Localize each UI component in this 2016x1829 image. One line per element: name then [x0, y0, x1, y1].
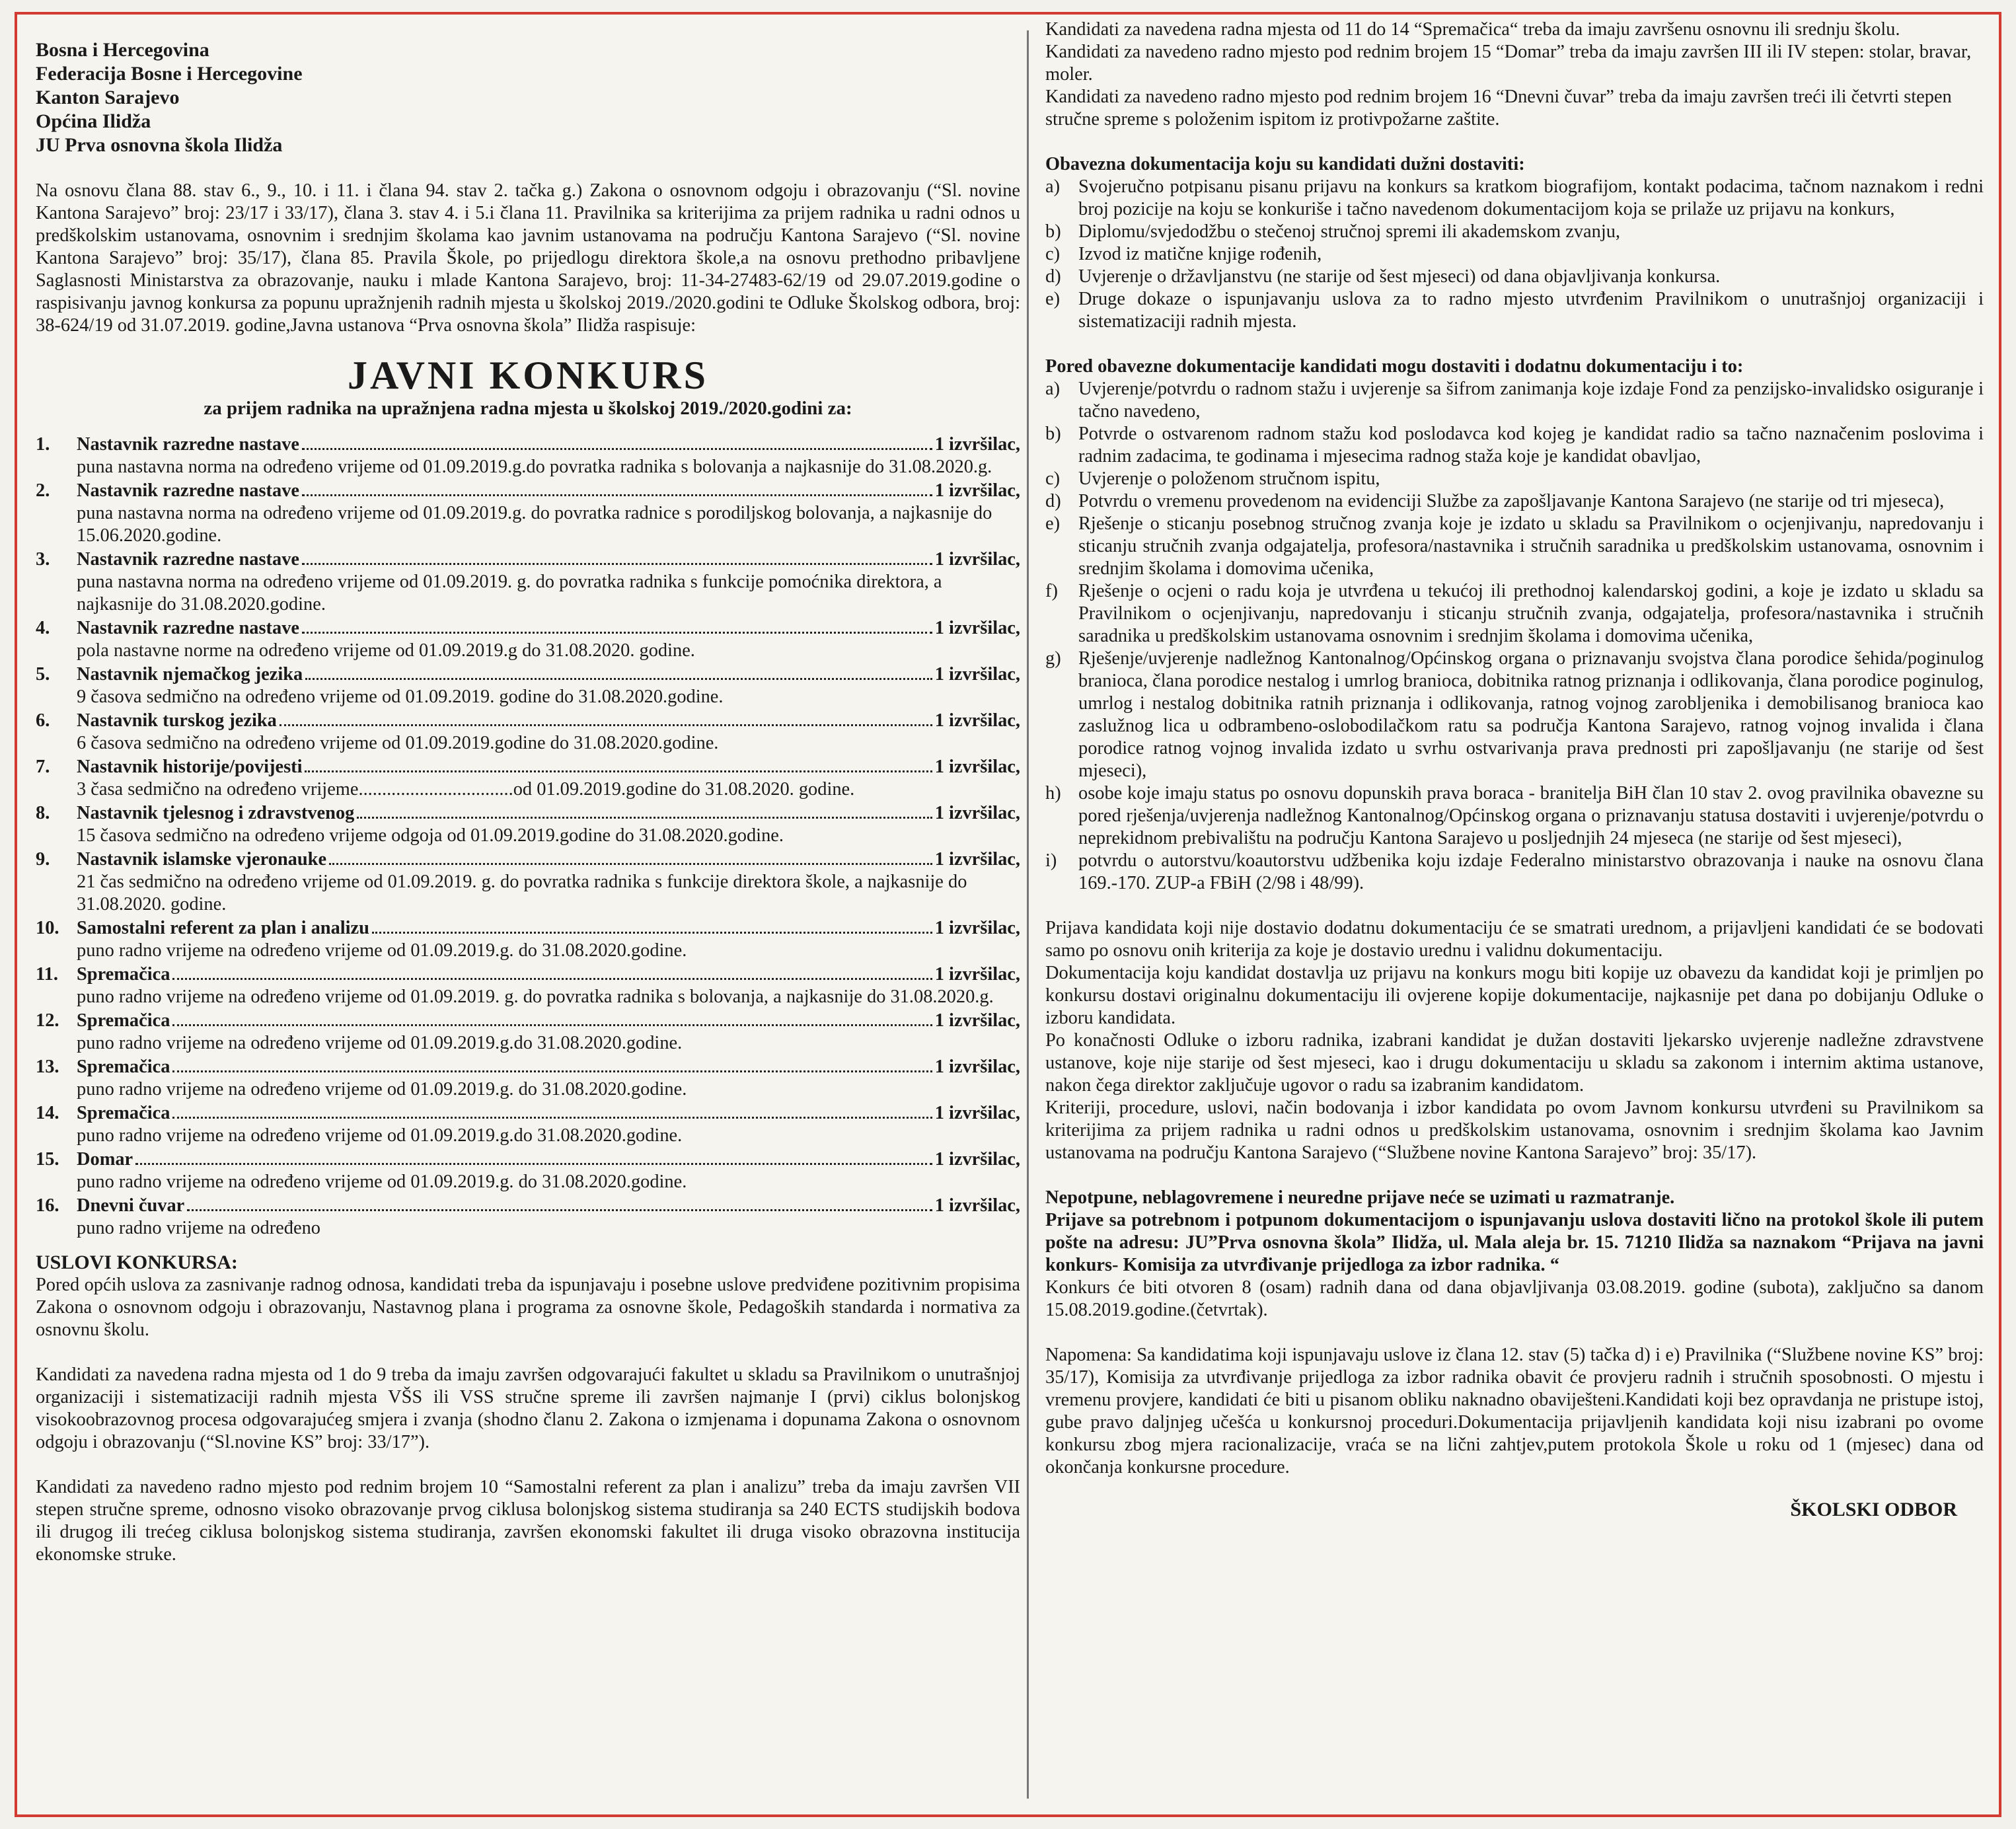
list-text: Svojeručno potpisanu pisanu prijavu na konkurs sa kratkom biografijom, kontakt podacima, tačnom naznakom i redni broj pozicije na koju se konkuriše i tačno navedenom dokumentacijom koja se prilaže uz prijavu na konkurs, [1078, 176, 1984, 219]
list-text: Rješenje o sticanju posebnog stručnog zvanja koje je izdato u skladu sa Pravilnikom o ocjenjivanju, napredovanju i sticanju stručnih zvanja odgajatelja, profesora/nastavnika i stručnih saradnika u predškolskim ustanovama, osnovnim i srednjim školama i domovima učenika, [1078, 513, 1984, 579]
list-item [1045, 176, 1984, 221]
position-title: Nastavnik tjelesnog i zdravstvenog [77, 803, 355, 823]
list-item [1045, 513, 1984, 580]
list-letter: h) [1045, 783, 1061, 803]
list-text: Potvrde o ostvarenom radnom stažu kod poslodavca kod kojeg je kandidat radio sa tačno naznačenim poslovima i radnim zadacima, te godinama i mjesecima radnog staža koje je kandidat obavljao, [1078, 424, 1984, 467]
column-divider [1027, 30, 1029, 1799]
position-description: puna nastavna norma na određeno vrijeme od 01.09.2019.g.do povratka radnika s bolovanja a najkasnije do 31.08.2020.g. [77, 457, 992, 477]
list-item [1045, 423, 1984, 468]
position-count: 1 izvršilac, [934, 803, 1020, 823]
position-item [36, 480, 1020, 547]
obavezna-list [1045, 176, 1984, 333]
position-title: Nastavnik historije/povijesti [77, 757, 303, 777]
list-text: Uvjerenje o državljanstvu (ne starije od šest mjeseci) od dana objavljivanja konkursa. [1078, 266, 1721, 287]
list-text: Diplomu/svjedodžbu o stečenoj stručnoj spremi ili akademskom zvanju, [1078, 221, 1621, 242]
position-count: 1 izvršilac, [934, 918, 1020, 938]
position-number: 10. [36, 918, 59, 938]
right-column [1045, 19, 1984, 1521]
position-number: 4. [36, 618, 50, 638]
header-line: Federacija Bosne i Hercegovine [36, 63, 303, 85]
position-item [36, 1056, 1020, 1101]
position-count: 1 izvršilac, [934, 434, 1020, 455]
list-item [1045, 221, 1984, 243]
position-item [36, 917, 1020, 962]
position-item [36, 663, 1020, 708]
requirements-paragraph: Kandidati za navedena radna mjesta od 11 do 14 “Spremačica“ treba da imaju završenu osnovnu ili srednju školu. [1045, 19, 1900, 40]
leader-dots [172, 1010, 932, 1026]
closing-paragraph: Kriteriji, procedure, uslovi, način bodovanja i izbor kandidata po ovom Javnom konkursu utvrđeni su Pravilnikom sa kriterijima za prijem radnika u radni odnos u predškolskim ustanovama, osnovnim i srednjim školama kao Javnim ustanovama na području Kantona Sarajevo (“Službene novine Kantona Sarajevo” broj: 35/17). [1045, 1098, 1984, 1163]
position-item [36, 1148, 1020, 1193]
position-title: Nastavnik islamske vjeronauke [77, 849, 327, 870]
list-text: Rješenje/uvjerenje nadležnog Kantonalnog/Općinskog organa o priznavanju svojstva člana porodice šehida/poginulog branioca, člana porodice nestalog i umrlog branioca, dobitnika ratnog priznanja i odlikovanja, člana porodice poginulog, umrlog i nestalog dobitnika ratnih priznanja i odlikovanja, ratnog vojnog zarobljenika i demobilisanog branioca kao zaslužnog lica u odbrambeno-oslobodilačkom ratu sa područja Kantona Sarajevo, ratnog vojnog invalida i člana porodice ratnog vojnog invalida izdato u svrhu ostvarivanja prava prednosti pri zapošljavanju (ne starije od šest mjeseci), [1078, 648, 1984, 781]
position-description: puno radno vrijeme na određeno vrijeme od 01.09.2019.g. do 31.08.2020.godine. [77, 1172, 687, 1192]
position-description: 6 časova sedmično na određeno vrijeme od 01.09.2019.godine do 31.08.2020.godine. [77, 733, 719, 753]
position-title: Domar [77, 1149, 133, 1170]
position-count: 1 izvršilac, [934, 1057, 1020, 1077]
document-title: JAVNI KONKURS [348, 354, 708, 397]
position-description: pola nastavne norme na određeno vrijeme od 01.09.2019.g do 31.08.2020. godine. [77, 640, 695, 661]
position-item [36, 710, 1020, 755]
position-item [36, 1195, 1020, 1240]
submission-instructions: Prijave sa potrebnom i potpunom dokumentacijom o ispunjavanju uslova dostaviti lično na protokol škole ili putem pošte na adresu: JU”Prva osnovna škola” Ilidža, ul. Mala aleja br. 15. 71210 Ilidža sa naznakom “Prijava na javni konkurs- Komisija za utvrđivanje prijedloga za izbor radnika. “ [1045, 1210, 1984, 1275]
position-description: 9 časova sedmično na određeno vrijeme od 01.09.2019. godine do 31.08.2020.godine. [77, 687, 724, 707]
list-text: osobe koje imaju status po osnovu dopunskih prava boraca - branitelja BiH član 10 stav 2. ovog pravilnika obavezne su pored rješenja/uvjerenja nadležnog Kantonalnog/Općinskog organa o priznavanju statusa dostaviti i uvjerenje/potvrdu o neprekidnom prebivalištu na području Kantona Sarajevo u posljednjih 24 mjeseca (ne starije od šest mjeseci), [1078, 783, 1984, 848]
header-line: JU Prva osnovna škola Ilidža [36, 134, 283, 156]
list-text: Uvjerenje/potvrdu o radnom stažu i uvjerenje sa šifrom zanimanja koje izdaje Fond za penzijsko-invalidsko osiguranje i tačno navedeno, [1078, 379, 1984, 422]
leader-dots [305, 756, 932, 772]
position-number: 15. [36, 1149, 59, 1170]
position-description: puno radno vrijeme na određeno vrijeme od 01.09.2019.g. do 31.08.2020.godine. [77, 1079, 687, 1100]
list-text: Druge dokaze o ispunjavanju uslova za to radno mjesto utvrđenim Pravilnikom o unutrašnjoj organizaciji i sistematizaciji radnih mjesta. [1078, 289, 1984, 332]
position-count: 1 izvršilac, [934, 618, 1020, 638]
uslovi-heading: USLOVI KONKURSA: [36, 1251, 238, 1273]
dodatna-heading: Pored obavezne dokumentacije kandidati mogu dostaviti i dodatnu dokumentaciju i to: [1045, 356, 1744, 377]
position-description: puno radno vrijeme na određeno [77, 1218, 320, 1238]
konkurs-page [15, 12, 2001, 1817]
position-title: Samostalni referent za plan i analizu [77, 918, 369, 938]
position-description: 3 časa sedmično na određeno vrijeme.................................od 01.09.2019.godine do 31.08.2020. godine. [77, 779, 855, 800]
position-description: puna nastavna norma na određeno vrijeme od 01.09.2019. g. do povratka radnika s funkcije pomoćnika direktora, a najkasnije do 31.08.2020.godine. [77, 572, 942, 615]
position-count: 1 izvršilac, [934, 757, 1020, 777]
position-description: puno radno vrijeme na određeno vrijeme od 01.09.2019. g. do povratka radnika s bolovanja, a najkasnije do 31.08.2020.g. [77, 987, 994, 1007]
list-item [1045, 266, 1984, 288]
leader-dots [172, 1056, 932, 1072]
list-text: Potvrdu o vremenu provedenom na evidenciji Službe za zapošljavanje Kantona Sarajevo (ne starije od tri mjeseca), [1078, 491, 1945, 511]
position-item [36, 963, 1020, 1008]
position-description: puna nastavna norma na određeno vrijeme od 01.09.2019.g. do povratka radnice s porodiljskog bolovanja, a najkasnije do 15.06.2020.godine. [77, 503, 992, 546]
position-description: 15 časova sedmično na određeno vrijeme odgoja od 01.09.2019.godine do 31.08.2020.godine. [77, 825, 784, 846]
position-title: Dnevni čuvar [77, 1195, 185, 1216]
deadline-text: Konkurs će biti otvoren 8 (osam) radnih dana od dana objavljivanja 03.08.2019. godine (subota), zaključno sa danom 15.08.2019.godine.(četvrtak). [1045, 1277, 1984, 1320]
position-number: 12. [36, 1010, 59, 1031]
requirements-paragraph: Kandidati za navedeno radno mjesto pod rednim brojem 15 “Domar” treba da imaju završen III ili IV stepen: stolar, bravar, moler. [1045, 42, 1972, 85]
napomena-paragraph: Napomena: Sa kandidatima koji ispunjavaju uslove iz člana 12. stav (5) tačka d) i e) Pravilnika (“Službene novine KS” broj: 35/17), Komisija za utvrđivanje prijedloga za izbor radnika obavit će provjeru radnih i stručnih sposobnosti. O mjestu i vremenu provjere, kandidati će biti u pisanom obliku naknadno obaviješteni.Kandidati koji bez opravdanja ne pristupe istoj, gube pravo daljnjeg učešća u konkursnoj proceduri.Dokumentacija prijavljenih kandidata koji nisu izabrani po ovome konkursu zbog mjera racionalizacije, vraća se na lični zahtjev,putem protokola Škole u roku od 1 (mjesec) dana od okončanja konkursne procedure. [1045, 1345, 1984, 1477]
left-column [36, 38, 1020, 1566]
list-item [1045, 580, 1984, 648]
list-letter: g) [1045, 648, 1061, 669]
position-count: 1 izvršilac, [934, 1103, 1020, 1123]
list-letter: e) [1045, 513, 1061, 534]
leader-dots [305, 663, 932, 680]
position-description: 21 čas sedmično na određeno vrijeme od 01.09.2019. g. do povratka radnika s funkcije direktora škole, a najkasnije do 31.08.2020. godine. [77, 872, 967, 914]
list-letter: c) [1045, 468, 1061, 489]
closing-paragraph: Dokumentacija koju kandidat dostavlja uz prijavu na konkurs mogu biti kopije uz obavezu da kandidat koji je primljen po konkursu dostavi originalnu dokumentaciju ili ovjerene kopije dokumentacije, najkasnije pet dana po dobijanju Odluke o izboru kandidata. [1045, 963, 1984, 1028]
list-letter: e) [1045, 289, 1061, 309]
list-item [1045, 648, 1984, 782]
position-number: 13. [36, 1057, 59, 1077]
position-number: 8. [36, 803, 50, 823]
positions-list [36, 433, 1020, 1240]
list-item [1045, 243, 1984, 266]
list-letter: d) [1045, 266, 1061, 287]
uslovi-paragraph: Kandidati za navedeno radno mjesto pod rednim brojem 10 “Samostalni referent za plan i analizu” treba da imaju završen VII stepen stručne spreme, odnosno visoko obrazovanje prvog ciklusa bolonjskog sistema studiranja sa 240 ECTS studijskih bodova ili drugog ili trećeg ciklusa bolonjskog sistema studiranja, završen ekonomski fakultet ili druga visoko obrazovna institucija ekonomske struke. [36, 1477, 1020, 1565]
position-title: Nastavnik njemačkog jezika [77, 664, 303, 685]
position-item [36, 548, 1020, 616]
position-count: 1 izvršilac, [934, 1010, 1020, 1031]
list-letter: b) [1045, 221, 1061, 242]
list-text: Izvod iz matične knjige rođenih, [1078, 244, 1322, 264]
position-number: 6. [36, 710, 50, 731]
list-text: potvrdu o autorstvu/koautorstvu udžbenika koju izdaje Federalno ministarstvo obrazovanja i nauke na osnovu člana 169.-170. ZUP-a FBiH (2/98 i 48/99). [1078, 850, 1984, 893]
warning-text: Nepotpune, neblagovremene i neuredne prijave neće se uzimati u razmatranje. [1045, 1187, 1675, 1208]
list-text: Uvjerenje o položenom stručnom ispitu, [1078, 468, 1380, 489]
list-item [1045, 850, 1984, 895]
position-number: 7. [36, 757, 50, 777]
list-letter: a) [1045, 379, 1061, 399]
leader-dots [187, 1195, 932, 1211]
list-item [1045, 782, 1984, 850]
position-item [36, 848, 1020, 916]
position-number: 1. [36, 434, 50, 455]
header-line: Općina Ilidža [36, 110, 151, 132]
list-letter: i) [1045, 850, 1057, 871]
leader-dots [357, 802, 932, 819]
position-title: Nastavnik razredne nastave [77, 549, 299, 570]
position-number: 16. [36, 1195, 59, 1216]
position-title: Nastavnik turskog jezika [77, 710, 277, 731]
leader-dots [172, 963, 932, 980]
list-item [1045, 468, 1984, 490]
leader-dots [302, 548, 932, 565]
list-item [1045, 288, 1984, 333]
position-title: Nastavnik razredne nastave [77, 434, 299, 455]
list-letter: f) [1045, 581, 1058, 601]
uslovi-paragraph: Kandidati za navedena radna mjesta od 1 do 9 treba da imaju završen odgovarajući fakultet u skladu sa Pravilnikom o unutrašnjoj organizaciji i sistematizaciji radnih mjesta VŠS ili VSS stručne spreme ili završen najmanje I (prvi) ciklus bolonjskog visokoobrazovnog procesa odgovarajućeg smjera i zvanja (shodno članu 2. Zakona o izmjenama i dopunama Zakona o osnovnom odgoju i obrazovanju (“Sl.novine KS” broj: 33/17”). [36, 1364, 1020, 1452]
position-count: 1 izvršilac, [934, 1149, 1020, 1170]
position-title: Spremačica [77, 1057, 170, 1077]
header-line: Kanton Sarajevo [36, 87, 180, 108]
leader-dots [135, 1148, 932, 1165]
leader-dots [302, 433, 932, 450]
position-count: 1 izvršilac, [934, 549, 1020, 570]
leader-dots [372, 917, 932, 934]
position-count: 1 izvršilac, [934, 664, 1020, 685]
list-item [1045, 490, 1984, 513]
position-item [36, 1010, 1020, 1055]
position-item [36, 433, 1020, 478]
list-item [1045, 378, 1984, 423]
dodatna-list [1045, 378, 1984, 895]
position-count: 1 izvršilac, [934, 480, 1020, 501]
position-title: Nastavnik razredne nastave [77, 618, 299, 638]
position-description: puno radno vrijeme na određeno vrijeme od 01.09.2019.g. do 31.08.2020.godine. [77, 940, 687, 961]
position-number: 5. [36, 664, 50, 685]
position-number: 11. [36, 964, 58, 985]
institution-header [36, 38, 1020, 157]
signature: ŠKOLSKI ODBOR [1790, 1499, 1957, 1520]
leader-dots [302, 480, 932, 496]
list-letter: c) [1045, 244, 1061, 264]
position-item [36, 617, 1020, 662]
position-number: 9. [36, 849, 50, 870]
position-item [36, 1102, 1020, 1147]
position-item [36, 802, 1020, 847]
closing-paragraph: Po konačnosti Odluke o izboru radnika, izabrani kandidat je dužan dostaviti ljekarsko uvjerenje nadležne zdravstvene ustanove, koje nije starije od šest mjeseci, kao i drugu dokumentaciju u skladu sa zakonom i internim aktima ustanove, nakon čega direktor zaključuje ugovor o radu sa izabranim kandidatom. [1045, 1030, 1984, 1096]
document-subtitle: za prijem radnika na upražnjena radna mjesta u školskoj 2019./2020.godini za: [204, 398, 852, 419]
position-count: 1 izvršilac, [934, 1195, 1020, 1216]
position-title: Spremačica [77, 1010, 170, 1031]
leader-dots [302, 617, 932, 634]
position-number: 2. [36, 480, 50, 501]
position-description: puno radno vrijeme na određeno vrijeme od 01.09.2019.g.do 31.08.2020.godine. [77, 1125, 683, 1146]
list-letter: d) [1045, 491, 1061, 511]
obavezna-heading: Obavezna dokumentacija koju su kandidati dužni dostaviti: [1045, 154, 1525, 174]
intro-paragraph: Na osnovu člana 88. stav 6., 9., 10. i 11. i člana 94. stav 2. tačka g.) Zakona o osnovnom odgoju i obrazovanju (“Sl. novine Kantona Sarajevo” broj: 23/17 i 33/17), člana 3. stav 4. i 5.i člana 11. Pravilnika sa kriterijima za prijem radnika u radni odnos u predškolskim ustanovama, osnovnim i srednjim školama kao javnim ustanovama na području Kantona Sarajevo (“Sl. novine Kantona Sarajevo” broj: 35/17), člana 85. Pravila Škole, po prijedlogu direktora škole,a na osnovu prethodno pribavljene Saglasnosti Ministarstva za obrazovanje, nauku i mlade Kantona Sarajevo, broj: 11-34-27483-62/19 od 29.07.2019.godine o raspisivanju javnog konkursa za popunu upražnjenih radnih mjesta u školskoj 2019./2020.godini te Odluke Školskog odbora, broj: 38-624/19 od 31.07.2019. godine,Javna ustanova “Prva osnovna škola” Ilidža raspisuje: [36, 180, 1020, 336]
leader-dots [280, 710, 932, 726]
position-title: Nastavnik razredne nastave [77, 480, 299, 501]
requirements-paragraph: Kandidati za navedeno radno mjesto pod rednim brojem 16 “Dnevni čuvar” treba da imaju završen treći ili četvrti stepen stručne spreme s položenim ispitom iz protivpožarne zaštite. [1045, 87, 1952, 130]
position-description: puno radno vrijeme na određeno vrijeme od 01.09.2019.g.do 31.08.2020.godine. [77, 1033, 683, 1053]
leader-dots [329, 848, 932, 865]
position-count: 1 izvršilac, [934, 964, 1020, 985]
list-text: Rješenje o ocjeni o radu koja je utvrđena u tekućoj ili prethodnoj kalendarskoj godini, a koje je izdato u skladu sa Pravilnikom o ocjenjivanju, napredovanju i sticanju stručnih zvanja, odgajatelja, profesora/nastavnika i stručnih saradnika u predškolskim ustanovama osnovnim i srednjim školama i domovima učenika, [1078, 581, 1984, 646]
position-item [36, 756, 1020, 801]
list-letter: b) [1045, 424, 1061, 444]
position-count: 1 izvršilac, [934, 710, 1020, 731]
header-line: Bosna i Hercegovina [36, 39, 209, 61]
position-number: 3. [36, 549, 50, 570]
uslovi-paragraph: Pored općih uslova za zasnivanje radnog odnosa, kandidati treba da ispunjavaju i posebne uslove predviđene pozitivnim propisima Zakona o osnovnom odgoju i obrazovanju, Nastavnog plana i programa za osnovne škole, Pedagoških standarda i normativa za osnovnu školu. [36, 1275, 1020, 1340]
position-title: Spremačica [77, 1103, 170, 1123]
closing-paragraph: Prijava kandidata koji nije dostavio dodatnu dokumentaciju će se smatrati urednom, a prijavljeni kandidati će se bodovati samo po osnovu onih kriterija za koje je dostavio urednu i validnu dokumentaciju. [1045, 918, 1984, 961]
position-number: 14. [36, 1103, 59, 1123]
position-count: 1 izvršilac, [934, 849, 1020, 870]
list-letter: a) [1045, 176, 1061, 197]
position-title: Spremačica [77, 964, 170, 985]
leader-dots [172, 1102, 932, 1119]
